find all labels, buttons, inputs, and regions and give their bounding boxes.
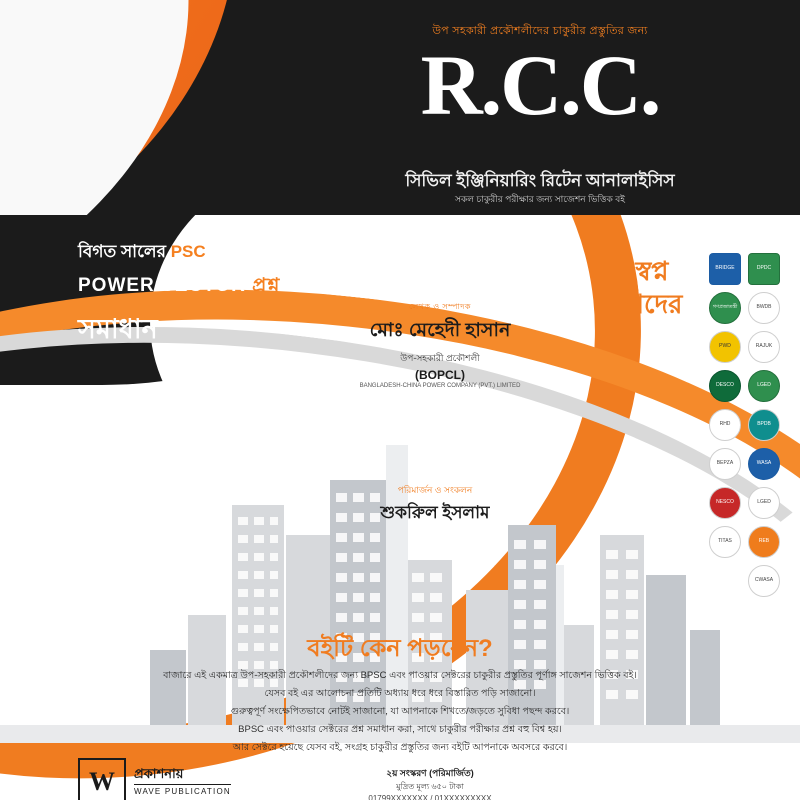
list-item: বাজারে এই একমাত্র উপ-সহকারী প্রকৌশলীদের জন্য BPSC এবং পাওয়ার সেক্টরের চাকুরীর প্রস্তুতির পূর্ণাঙ্গ সাজেশন ভিত্তিক বই। xyxy=(163,670,637,681)
logo-row xyxy=(620,253,780,285)
dpdc-logo: DPDC xyxy=(748,253,780,285)
left-title-line1 xyxy=(78,239,348,267)
logo-row xyxy=(620,292,780,324)
rajuk-logo: RAJUK xyxy=(748,331,780,363)
author-organization-full: BANGLADESH-CHINA POWER COMPANY (PVT.) LIMITED xyxy=(359,383,521,389)
top-tagline: উপ সহকারী প্রকৌশলীদের চাকুরীর প্রস্তুতির জন্য xyxy=(432,25,648,37)
lged-logo: LGED xyxy=(748,370,780,402)
publisher-name-bn: প্রকাশনায় xyxy=(134,766,184,782)
price-block xyxy=(300,767,560,800)
bangladesh-govt-logo: গণপ্রজাতন্ত্রী xyxy=(709,292,741,324)
contact-line: 01799XXXXXXX / 01XXXXXXXXX xyxy=(368,793,492,800)
list-item: BPSC এবং পাওয়ার সেক্টরের প্রশ্ন সমাধান করা, সাথে চাকুরীর পরীক্ষার প্রশ্ন বহু বিশ্ব হয়। xyxy=(238,724,562,736)
logo-row xyxy=(620,370,780,402)
logo-row xyxy=(620,526,780,558)
author-role: উপ-সহকারী প্রকৌশলী xyxy=(400,353,480,363)
author-block xyxy=(330,301,550,389)
logo-row xyxy=(620,331,780,363)
author-label: লেখক ও সম্পাদক xyxy=(408,302,472,311)
left-title-block xyxy=(78,239,348,354)
nesco-logo: NESCO xyxy=(709,487,741,519)
dwasa-logo: WASA xyxy=(748,448,780,480)
list-item: গুরুত্বপূর্ণ সংক্ষেপিতভাবে নোটই সাজানো, যা আপনাকে শিখতে/জড়তে সুবিধা পছন্দ করবে। xyxy=(230,706,570,718)
bwdb-logo: BWDB xyxy=(748,292,780,324)
book-subtitle-primary: সিভিল ইঞ্জিনিয়ারিং রিটেন আনালাইসিস xyxy=(405,171,675,190)
desco-logo: DESCO xyxy=(709,370,741,402)
right-heading-line1: স্বপ্ন xyxy=(635,256,669,286)
chittagong-wasa-logo: CWASA xyxy=(748,565,780,597)
cover-body xyxy=(0,215,800,800)
left-title-line2 xyxy=(78,271,348,303)
editor-name: শুকরিুল ইসলাম xyxy=(380,503,490,522)
logo-row xyxy=(620,409,780,441)
cover-top-band xyxy=(0,0,800,215)
left-title-line1-suffix: + xyxy=(205,242,221,261)
left-title-line1-prefix: বিগত সালের xyxy=(78,242,171,261)
bpdb-logo: BPDB xyxy=(748,409,780,441)
left-title-power-sector: POWER SECTOR xyxy=(78,275,253,296)
pwd-logo: PWD xyxy=(709,331,741,363)
book-main-title: R.C.C. xyxy=(420,37,660,133)
publisher-text xyxy=(134,767,231,796)
editor-block xyxy=(325,483,545,528)
rhd-logo: RHD xyxy=(709,409,741,441)
wave-publication-logo: W xyxy=(78,758,126,800)
publisher-name-en: WAVE PUBLICATION xyxy=(134,784,231,796)
logo-row xyxy=(620,448,780,480)
left-title-psc: PSC xyxy=(170,242,206,261)
bepza-logo: BEPZA xyxy=(709,448,741,480)
list-item: আর সেক্টরে হয়েছে যেসব বই, সংগ্রহ চাকুরীর প্রস্তুতির জন্য বইটি আপনাকে অবসরে করবে। xyxy=(232,742,568,754)
bridge-authority-logo: BRIDGE xyxy=(709,253,741,285)
why-read-title: বইটি কেন পড়বেন? xyxy=(307,635,493,662)
editor-label: পরিমার্জন ও সংকলন xyxy=(397,485,473,495)
edition-line: ২য় সংস্করণ (পরিমার্জিত) xyxy=(386,768,474,778)
publisher-block xyxy=(78,758,231,800)
author-organization: (BOPCL) xyxy=(415,368,465,382)
organization-logo-grid xyxy=(620,253,780,604)
list-item: যেসব বই এর আলোচনা প্রতিটি অধ্যায় ধরে ধরে বিস্তারিত পড়ি সাজানো। xyxy=(264,688,536,700)
titas-gas-logo: TITAS xyxy=(709,526,741,558)
logo-row xyxy=(620,487,780,519)
right-heading-line2: যাদের xyxy=(621,288,683,319)
logo-row xyxy=(620,565,780,597)
why-read-bullet-list xyxy=(90,667,710,757)
brebo-logo: LGED xyxy=(748,487,780,519)
left-title-line3: সমাধান xyxy=(78,314,158,344)
author-name: মোঃ মেহেদী হাসান xyxy=(369,320,511,341)
price-line: মুদ্রিত মূল্য ৬৫০ টাকা xyxy=(396,781,464,791)
reb-logo: REB xyxy=(748,526,780,558)
left-title-proshno: প্রশ্ন xyxy=(252,275,281,296)
book-subtitle-secondary: সকল চাকুরীর পরীক্ষার জন্য সাজেশন ভিত্তিক বই xyxy=(455,194,625,204)
